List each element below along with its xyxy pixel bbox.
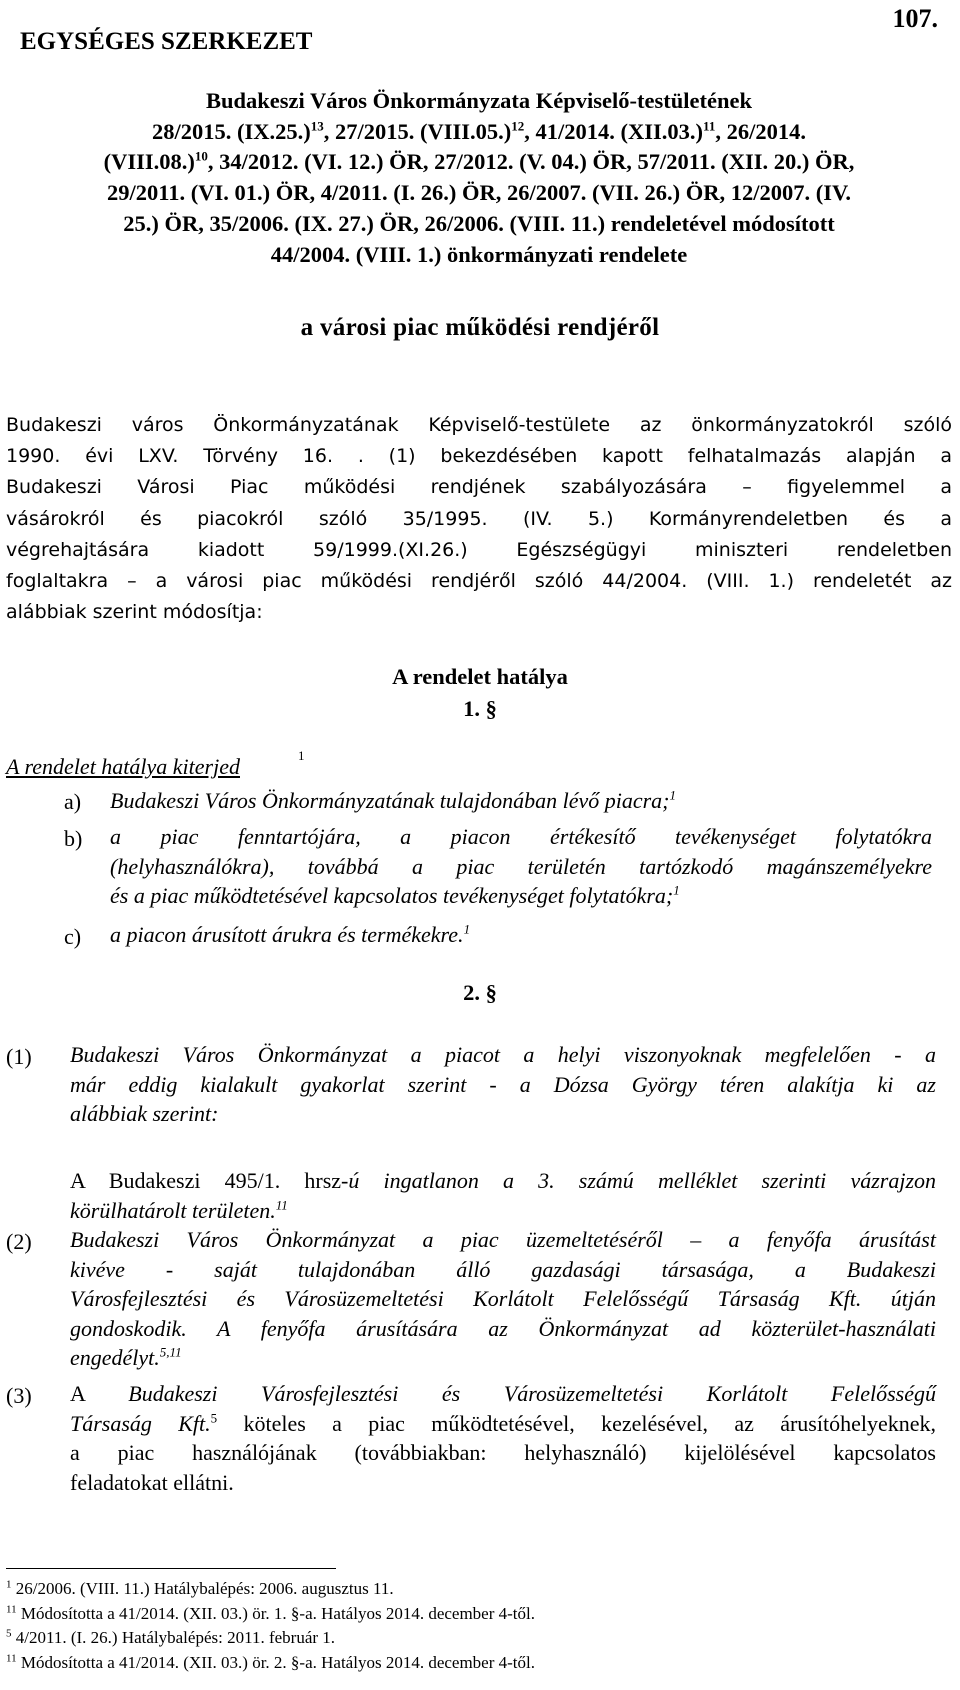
title-line: 29/2011. (VI. 01.) ÖR, 4/2011. (I. 26.) ÖR, 26/2007. (VII. 26.) ÖR, 12/2007. (IV. — [107, 180, 851, 206]
preamble-line: alábbiak szerint módosítja: — [6, 601, 263, 624]
footnote-ref: 10 — [194, 148, 208, 164]
section-number: 1. § — [463, 696, 497, 721]
paragraph-label: (1) — [6, 1044, 32, 1069]
footnote-ref: 1 — [673, 882, 680, 898]
page-number: 107. — [892, 4, 938, 33]
decree-title — [14, 86, 944, 270]
list-label: b) — [64, 826, 83, 851]
footnote-ref: 1 — [669, 787, 676, 803]
paragraph-1-location: A Budakeszi 495/1. hrsz-ú ingatlanon a 3. számú melléklet szerinti vázrajzon körülhatárolt területen.$^{11}$ — [70, 1168, 937, 1223]
list-label: a) — [64, 789, 82, 814]
preamble-line: 1990. évi LXV. Törvény 16. . (1) bekezdésében kapott felhatalmazás alapján a — [6, 445, 952, 468]
title-line: 25.) ÖR, 35/2006. (IX. 27.) ÖR, 26/2006. (VIII. 11.) rendeletével módosított — [123, 210, 835, 236]
header-title: EGYSÉGES SZERKEZET — [20, 28, 313, 55]
footnote: $^{11}$ Módosította a 41/2014. (XII. 03.) ör. 2. §-a. Hatályos 2014. december 4-től. — [6, 1651, 535, 1672]
footnote-ref: 12 — [511, 118, 525, 134]
footnotes — [6, 1577, 535, 1675]
list-label: c) — [64, 924, 82, 949]
list-item-c: a piacon árusított árukra és termékekre.$^1$ — [110, 921, 471, 947]
section-heading: A rendelet hatálya — [392, 664, 568, 689]
title-line: 44/2004. (VIII. 1.) önkormányzati rendelete — [270, 241, 688, 267]
footnote: $^{11}$ Módosította a 41/2014. (XII. 03.) ör. 1. §-a. Hatályos 2014. december 4-től. — [6, 1602, 535, 1623]
section-number: 2. § — [463, 980, 497, 1005]
list-item-b: a piac fenntartójára, a piacon értékesítő tevékenységet folytatókra (helyhasználókra), továbbá a piac területén tartózkodó magánszemélyekre és a piac működtetésével kapcsolatos tevékenységet folytatókra;$^1$ — [110, 824, 932, 908]
preamble-paragraph — [6, 410, 952, 628]
footnote-ref: 5,11 — [159, 1344, 182, 1360]
title-line: (VIII.08.)$^{10}$, 34/2012. (VI. 12.) ÖR, 27/2012. (V. 04.) ÖR, 57/2011. (XII. 20.) ÖR, — [103, 148, 855, 175]
list-item-a: Budakeszi Város Önkormányzatának tulajdonában lévő piacra;$^1$ — [110, 787, 676, 813]
footnote: $^5$ 4/2011. (I. 26.) Hatálybalépés: 2011. február 1. — [6, 1627, 336, 1647]
footnote-ref: 11 — [703, 118, 716, 134]
paragraph-label: (3) — [6, 1383, 32, 1408]
decree-subtitle: a városi piac működési rendjéről — [300, 314, 660, 341]
paragraph-3: A Budakeszi Városfejlesztési és Városüzemeltetési Korlátolt Felelősségű Társaság Kft.$^5$ köteles a piac működtetésével, kezelésével, az árusítóhelyeknek, a piac használójának (továbbiakban: helyhasználó) kijelölésével kapcsolatos feladatokat ellátni. — [70, 1381, 936, 1495]
scope-intro: A rendelet hatálya kiterjed 1 — [6, 748, 305, 779]
preamble-line: Budakeszi Városi Piac működési rendjének szabályozására – figyelemmel a — [6, 476, 952, 499]
title-line: 28/2015. $(IX.25.)^{13}$, 27/2015. (VIII.05.)$^{12}$, 41/2014. $(XII.03.)^{11}$, 26/2014. — [152, 118, 806, 144]
footnote: $^1$ 26/2006. (VIII. 11.) Hatálybalépés: 2006. augusztus 11. — [6, 1578, 394, 1598]
paragraph-label: (2) — [6, 1229, 32, 1254]
paragraph-2: Budakeszi Város Önkormányzat a piac üzemeltetéséről – a fenyőfa árusítást kivéve - saját tulajdonában álló gazdasági társasága, a Budakeszi Városfejlesztési és Városüzemeltetési Korlátolt Felelősségű Társaság Kft. útján gondoskodik. A fenyőfa árusítására az Önkormányzat ad közterület-használati engedélyt.$^{5,11}$ — [70, 1227, 936, 1370]
footnote-ref: 13 — [310, 118, 324, 134]
preamble-line: foglaltakra – a városi piac működési rendjéről szóló 44/2004. (VIII. 1.) rendeletét az — [6, 570, 952, 593]
preamble-line: végrehajtására kiadott 59/1999.(XI.26.) Egészségügyi miniszteri rendeletben — [6, 538, 952, 561]
title-line: Budakeszi Város Önkormányzata Képviselő-testületének — [205, 88, 753, 113]
preamble-line: vásárokról és piacokról szóló 35/1995. (IV. 5.) Kormányrendeletben és a — [6, 507, 952, 530]
footnote-divider — [6, 1568, 336, 1569]
footnote-ref: 5 — [210, 1410, 218, 1426]
preamble-line: Budakeszi város Önkormányzatának Képviselő-testülete az önkormányzatokról szóló — [6, 414, 952, 436]
paragraph-1: Budakeszi Város Önkormányzat a piacot a helyi viszonyoknak megfelelően - a már eddig kialakult gyakorlat szerint - a Dózsa György téren alakítja ki az alábbiak szerint: — [70, 1042, 936, 1126]
footnote-ref: 1 — [463, 921, 471, 937]
footnote-ref: 11 — [275, 1197, 288, 1213]
